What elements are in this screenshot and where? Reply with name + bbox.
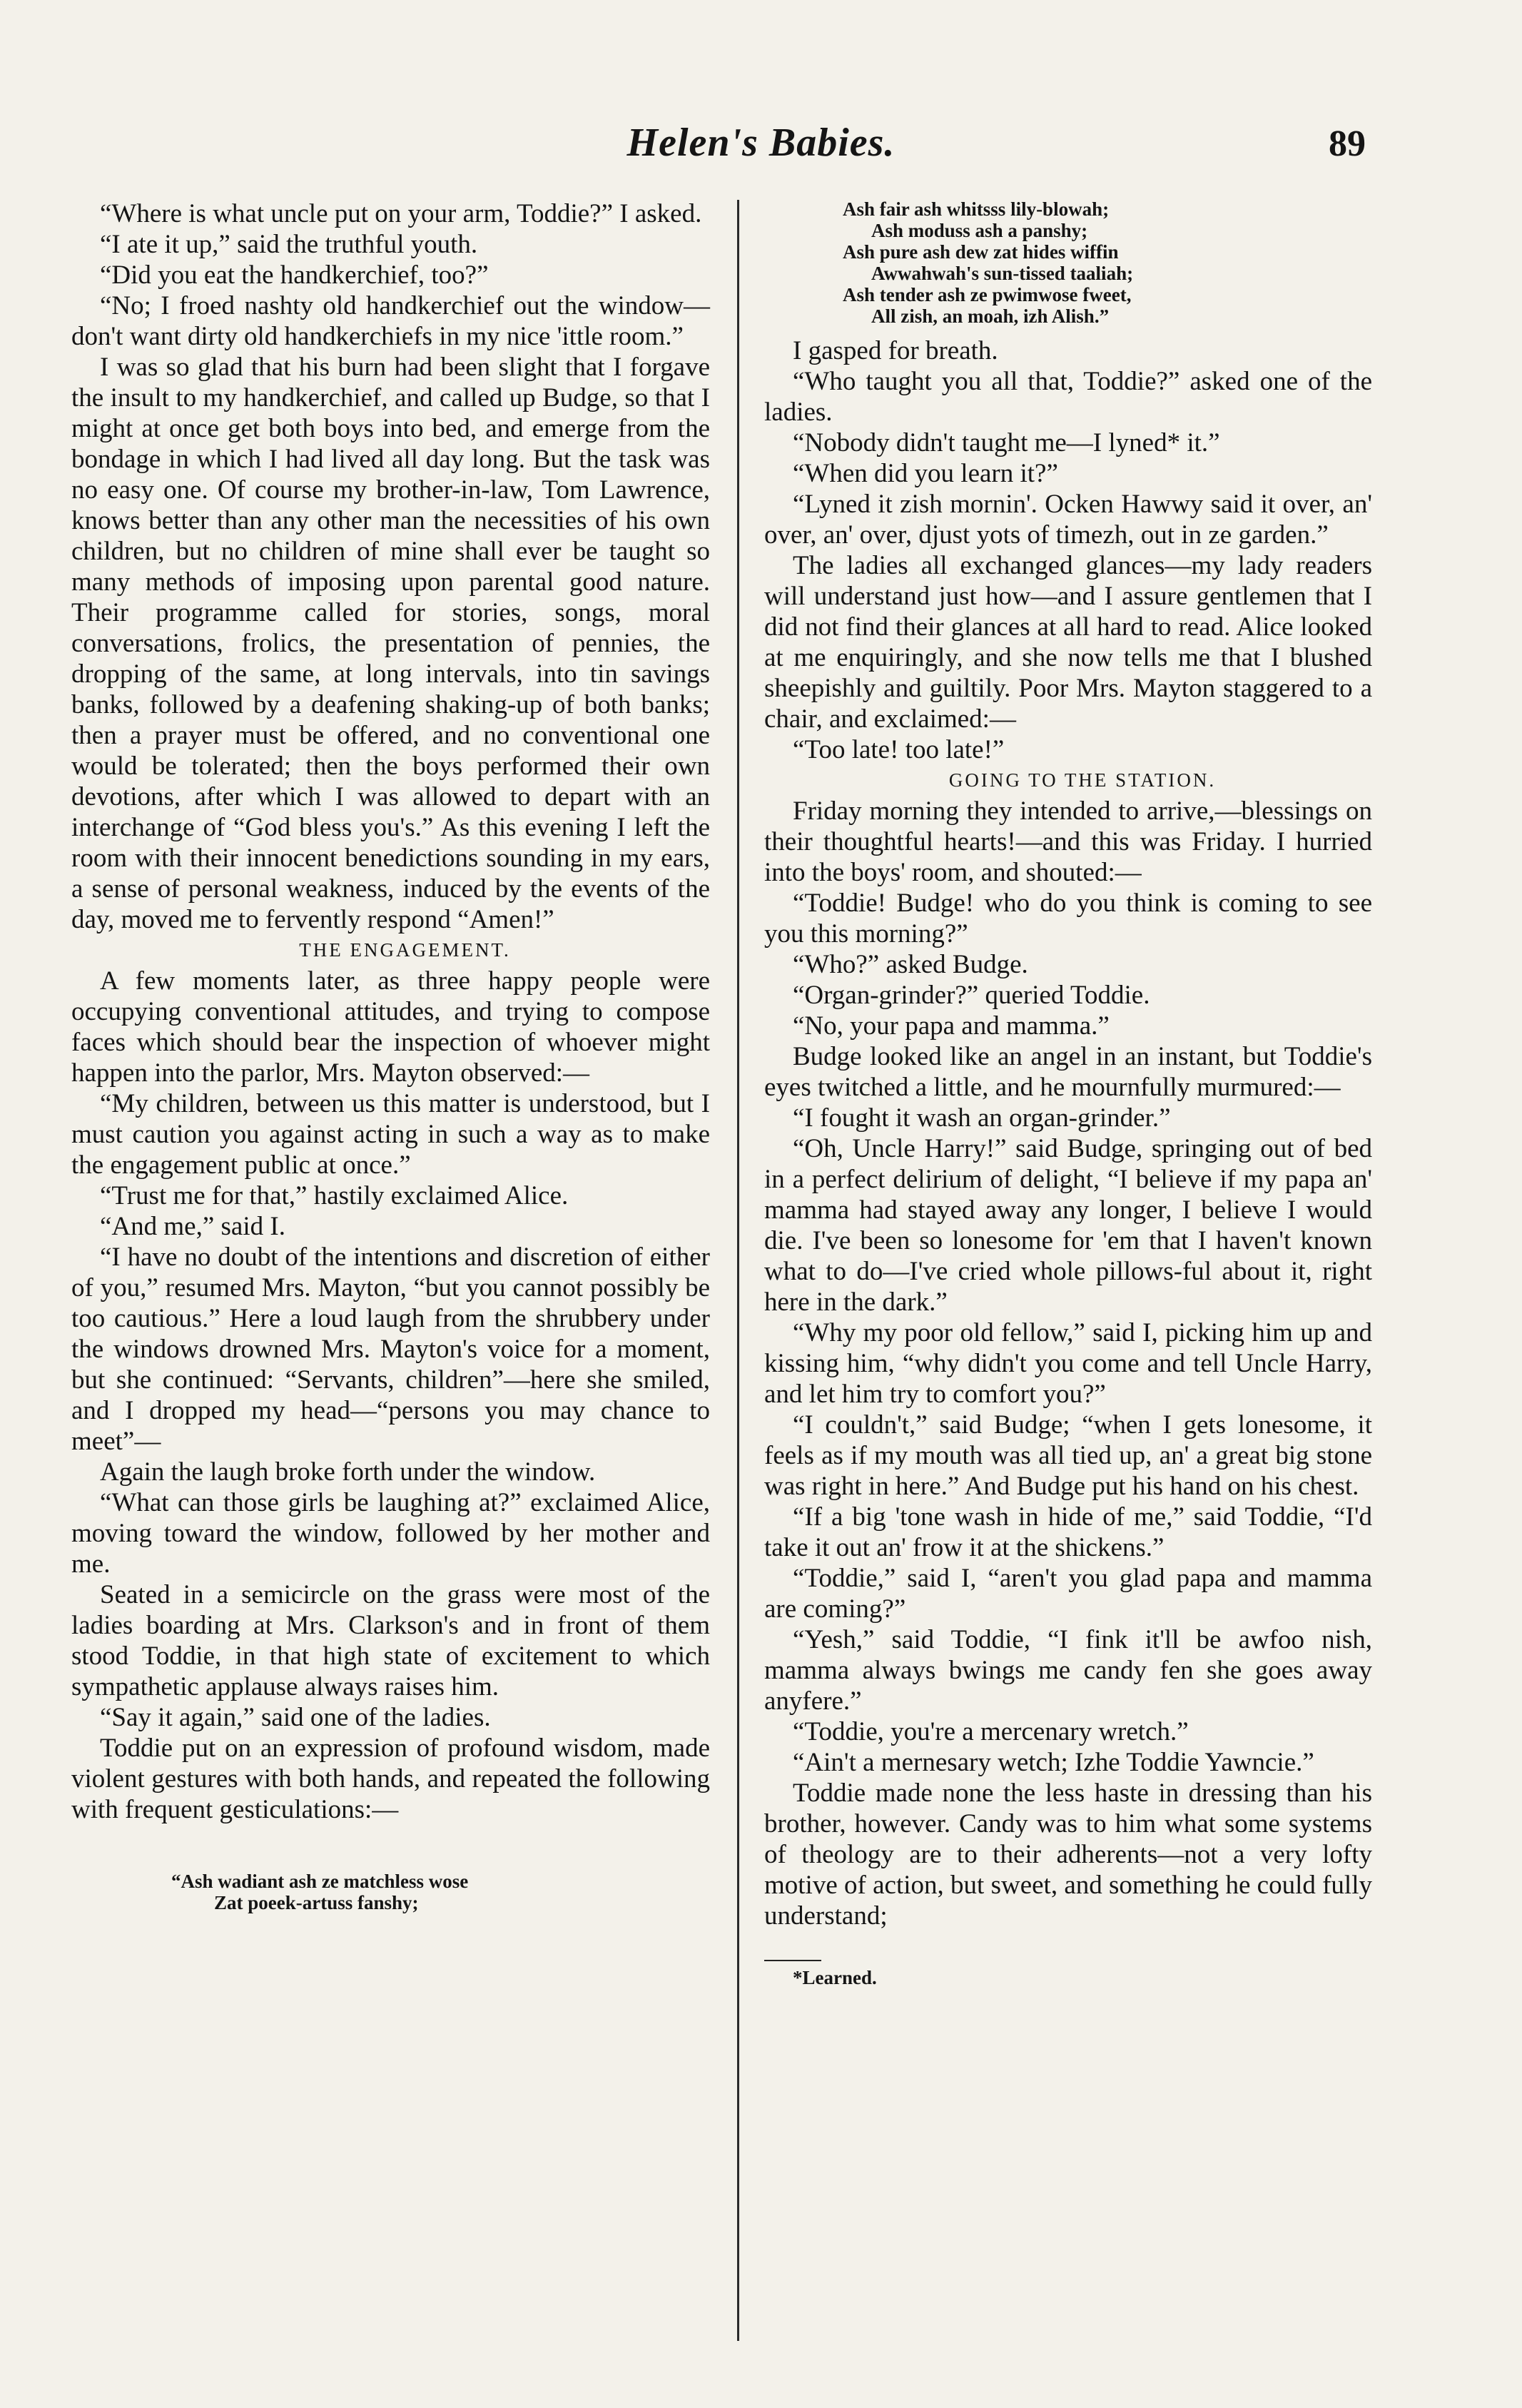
paragraph: “I ate it up,” said the truthful youth. [100,230,478,259]
paragraph: “Toddie! Budge! who do you think is coming to see you this morning?” [764,889,1372,948]
verse-block [71,1871,710,1913]
paragraph: “Ain't a mernesary wetch; Izhe Toddie Yawncie.” [793,1748,1314,1777]
right-column [764,198,1372,1988]
verse-line: Ash tender ash ze pwimwose fweet, [843,284,1132,305]
paragraph: “And me,” said I. [100,1212,285,1241]
paragraph: Toddie put on an expression of profound wisdom, made violent gestures with both hands, and repeated the following with frequent gesticulations:— [71,1734,710,1824]
paragraph: “What can those girls be laughing at?” exclaimed Alice, moving toward the window, followed by her mother and me. [71,1488,710,1579]
paragraph: “When did you learn it?” [793,459,1058,488]
verse-line: All zish, an moah, izh Alish.” [871,305,1110,327]
paragraph: The ladies all exchanged glances—my lady readers will understand just how—and I assure gentlemen that I did not find their glances at all hard to read. Alice looked at me enquiringly, and she now tells me that I blushed sheepishly and guiltily. Poor Mrs. Mayton staggered to a chair, and exclaimed:— [764,551,1372,734]
paragraph: “Where is what uncle put on your arm, Toddie?” I asked. [100,199,702,228]
paragraph: “Oh, Uncle Harry!” said Budge, springing out of bed in a perfect delirium of delight, “I believe if my papa an' mamma had stayed away any longer, I believe I would die. I've been so lonesome for 'em that I haven't known what to do—I've cried whole pillows-ful about it, right here in the dark.” [764,1134,1372,1317]
paragraph: “My children, between us this matter is understood, but I must caution you against acting in such a way as to make the engagement public at once.” [71,1089,710,1180]
paragraph: I was so glad that his burn had been slight that I forgave the insult to my handkerchief, and called up Budge, so that I might at once get both boys into bed, and emerge from the bondage in which I had lived all day long. But the task was no easy one. Of course my brother-in-law, Tom Lawrence, knows better than any other man the necessities of his own children, but no children of mine shall ever be taught so many methods of imposing upon parental good nature. Their programme called for stories, songs, moral conversations, frolics, the presentation of pennies, the dropping of the same, at long intervals, into tin savings banks, followed by a deafening shaking-up of both banks; then a prayer must be offered, and no conventional one would be tolerated; then the boys performed their own devotions, after which I was allowed to depart with an interchange of “God bless you's.” As this evening I left the room with their innocent benedictions sounding in my ears, a sense of personal weakness, induced by the events of the day, moved me to fervently respond “Amen!” [71,353,710,934]
paragraph: “No; I froed nashty old handkerchief out the window—don't want dirty old handkerchiefs in my nice 'ittle room.” [71,291,710,351]
verse-line: “Ash wadiant ash ze matchless wose [171,1871,469,1892]
paragraph: “Say it again,” said one of the ladies. [100,1703,491,1732]
paragraph: “Toddie, you're a mercenary wretch.” [793,1717,1189,1746]
running-title: Helen's Babies. [626,121,896,165]
page-number: 89 [1329,123,1366,164]
paragraph: “Did you eat the handkerchief, too?” [100,260,489,290]
section-heading-engagement: THE ENGAGEMENT. [299,939,511,961]
verse-line: Ash pure ash dew zat hides wiffin [843,241,1119,263]
paragraph: “Toddie,” said I, “aren't you glad papa and mamma are coming?” [764,1564,1372,1624]
verse-block [764,198,1372,327]
paragraph: “Organ-grinder?” queried Toddie. [793,981,1150,1010]
paragraph: Again the laugh broke forth under the window. [100,1457,596,1487]
paragraph: “Who taught you all that, Toddie?” asked one of the ladies. [764,367,1372,427]
paragraph: “No, your papa and mamma.” [793,1011,1110,1041]
paragraph: “If a big 'tone wash in hide of me,” said Toddie, “I'd take it out an' frow it at the shickens.” [764,1502,1372,1562]
paragraph: “Lyned it zish mornin'. Ocken Hawwy said it over, an' over, an' over, djust yots of timezh, out in ze garden.” [764,490,1372,550]
footnote-rule [764,1960,821,1961]
paragraph: A few moments later, as three happy people were occupying conventional attitudes, and trying to compose faces which should bear the inspection of whoever might happen into the parlor, Mrs. Mayton observed:— [71,966,710,1088]
paragraph: “Why my poor old fellow,” said I, picking him up and kissing him, “why didn't you come and tell Uncle Harry, and let him try to comfort you?” [764,1318,1372,1409]
paragraph: I gasped for breath. [793,336,998,365]
paragraph: Toddie made none the less haste in dressing than his brother, however. Candy was to him what some systems of theology are to their adherents—not a very lofty motive of action, but sweet, and something he could fully understand; [764,1779,1372,1931]
footnote: *Learned. [793,1967,877,1988]
left-column [71,198,710,1922]
section-heading-going-to-station: GOING TO THE STATION. [948,769,1217,791]
paragraph: Seated in a semicircle on the grass were most of the ladies boarding at Mrs. Clarkson's and in front of them stood Toddie, in that high state of excitement to which sympathetic applause always raises him. [71,1580,710,1701]
verse-line: Ash moduss ash a panshy; [871,220,1088,241]
paragraph: Friday morning they intended to arrive,—blessings on their thoughtful hearts!—and this was Friday. I hurried into the boys' room, and shouted:— [764,796,1372,887]
paragraph: “Too late! too late!” [793,735,1005,764]
verse-line: Awwahwah's sun-tissed taaliah; [871,263,1134,284]
paragraph: “I fought it wash an organ-grinder.” [793,1103,1171,1133]
verse-line: Ash fair ash whitsss lily-blowah; [843,198,1110,220]
verse-line: Zat poeek-artuss fanshy; [214,1892,419,1913]
paragraph: “Who?” asked Budge. [793,950,1028,979]
paragraph: “I couldn't,” said Budge; “when I gets lonesome, it feels as if my mouth was all tied up, an' a great big stone was right in here.” And Budge put his hand on his chest. [764,1410,1372,1501]
paragraph: Budge looked like an angel in an instant, but Toddie's eyes twitched a little, and he mournfully murmured:— [764,1042,1372,1102]
paragraph: “Nobody didn't taught me—I lyned* it.” [793,428,1220,457]
paragraph: “I have no doubt of the intentions and discretion of either of you,” resumed Mrs. Mayton, “but you cannot possibly be too cautious.” Here a loud laugh from the shrubbery under the windows drowned Mrs. Mayton's voice for a moment, but she continued: “Servants, children”—here she smiled, and I dropped my head—“persons you may chance to meet”— [71,1243,710,1456]
column-divider [737,200,739,2341]
paragraph: “Trust me for that,” hastily exclaimed Alice. [100,1181,569,1210]
paragraph: “Yesh,” said Toddie, “I fink it'll be awfoo nish, mamma always bwings me candy fen she goes away anyfere.” [764,1625,1372,1716]
